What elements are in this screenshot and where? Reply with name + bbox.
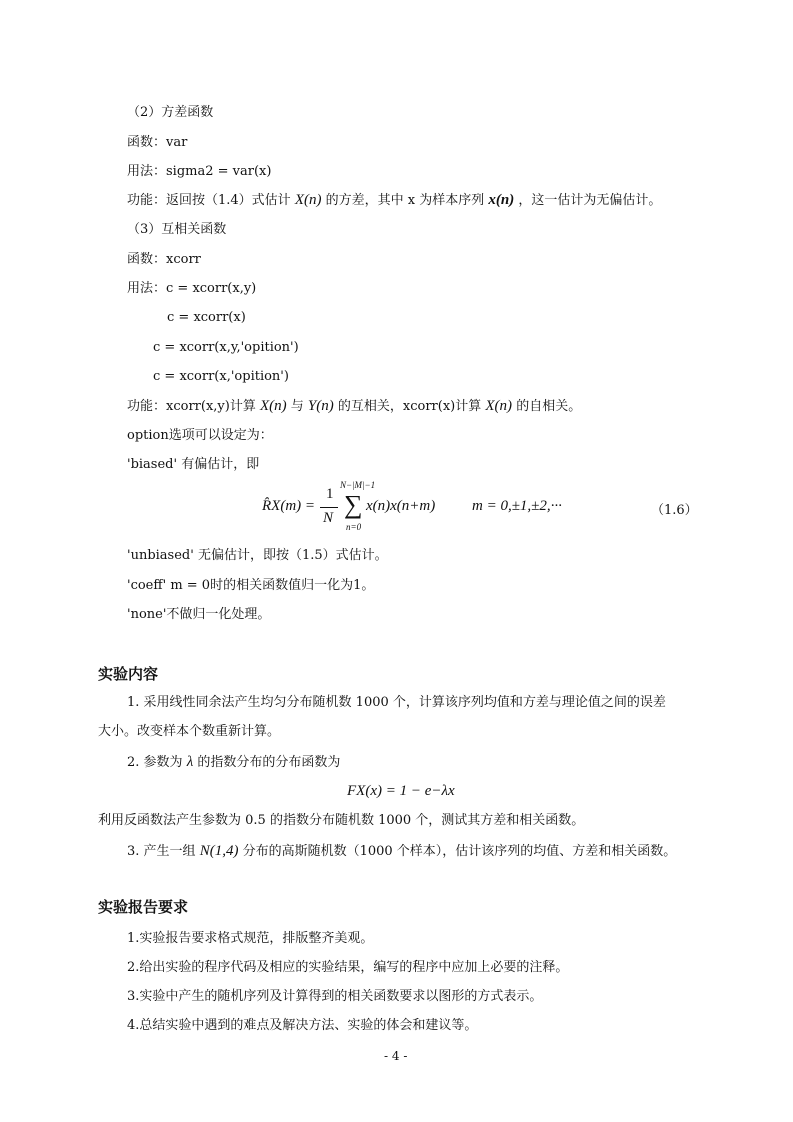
subsection-variance: （2）方差函数 bbox=[127, 105, 214, 120]
usage-xcorr-2: c = xcorr(x) bbox=[167, 310, 246, 325]
usage-xcorr-4: c = xcorr(x,'opition') bbox=[153, 369, 289, 384]
function-var: 函数：var bbox=[127, 135, 188, 150]
content-item-2-cont: 利用反函数法产生参数为 0.5 的指数分布随机数 1000 个，测试其方差和相关函数。 bbox=[98, 813, 585, 828]
report-item-1: 1.实验报告要求格式规范，排版整齐美观。 bbox=[127, 931, 374, 946]
math-lambda: λ bbox=[186, 754, 194, 770]
usage-var: 用法：sigma2 = var(x) bbox=[127, 164, 272, 179]
report-item-2: 2.给出实验的程序代码及相应的实验结果，编写的程序中应加上必要的注释。 bbox=[127, 960, 569, 975]
section-heading-report: 实验报告要求 bbox=[98, 898, 189, 916]
page-number: - 4 - bbox=[384, 1049, 408, 1063]
function-description-xcorr: 功能：xcorr(x,y)计算 X(n) 与 Y(n) 的互相关，xcorr(x)计算 X(n) 的自相关。 bbox=[127, 398, 582, 414]
report-item-3: 3.实验中产生的随机序列及计算得到的相关函数要求以图形的方式表示。 bbox=[127, 989, 543, 1004]
math-Xn: X(n) bbox=[294, 192, 322, 208]
math-N14: N(1,4) bbox=[199, 843, 239, 859]
content-item-3: 3. 产生一组 N(1,4) 分布的高斯随机数（1000 个样本），估计该序列的均值、方差和相关函数。 bbox=[127, 843, 677, 859]
report-item-4: 4.总结实验中遇到的难点及解决方法、实验的体会和建议等。 bbox=[127, 1018, 478, 1033]
content-item-1: 1. 采用线性同余法产生均匀分布随机数 1000 个，计算该序列均值和方差与理论值之间的误差 bbox=[127, 695, 666, 710]
option-coeff: 'coeff' m = 0时的相关函数值归一化为1。 bbox=[127, 578, 375, 593]
section-heading-content: 实验内容 bbox=[98, 665, 159, 683]
content-item-1-cont: 大小。改变样本个数重新计算。 bbox=[98, 724, 281, 739]
function-description-var: 功能：返回按（1.4）式估计 X(n) 的方差，其中 x 为样本序列 x(n) ，这一估计为无偏估计。 bbox=[127, 192, 662, 208]
equation-1-6: R̂X(m) = 1 N N−|M|−1 ∑ n=0 x(n)x(n+m) m = 0,±1,±2,··· bbox=[262, 480, 562, 532]
equation-cdf: FX(x) = 1 − e−λx bbox=[347, 783, 455, 799]
subsection-xcorr: （3）互相关函数 bbox=[127, 222, 227, 237]
option-none: 'none'不做归一化处理。 bbox=[127, 607, 271, 622]
option-unbiased: 'unbiased' 无偏估计，即按（1.5）式估计。 bbox=[127, 548, 388, 563]
usage-xcorr-3: c = xcorr(x,y,'opition') bbox=[153, 340, 299, 355]
content-item-2: 2. 参数为 λ 的指数分布的分布函数为 bbox=[127, 754, 341, 770]
usage-xcorr-1: 用法：c = xcorr(x,y) bbox=[127, 281, 257, 296]
math-xn: x(n) bbox=[488, 192, 515, 208]
equation-number-1-6: （1.6） bbox=[651, 503, 698, 518]
option-intro: option选项可以设定为： bbox=[127, 428, 273, 443]
option-biased: 'biased' 有偏估计，即 bbox=[127, 457, 260, 472]
function-xcorr: 函数：xcorr bbox=[127, 252, 201, 267]
